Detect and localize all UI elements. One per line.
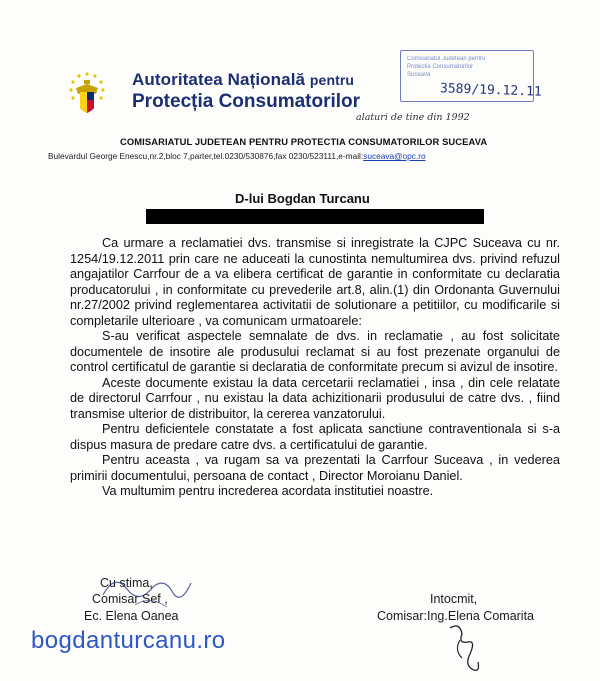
body-paragraph: Ca urmare a reclamatiei dvs. transmise si inregistrate la CJPC Suceava cu nr. 1254/19.12.2011 prin care ne aduceati la cunostinta nemultumirea dvs. privind refuzul angajatilor Carrfour de a va elibera certificat de garantie in conformitate cu declaratia producatorului , in conformitate cu prevederile art.8, alin.(1) din Ordonanta Guvernului nr.27/2002 privind reglementarea activitatii de solutionare a petitiilor, cu modificarile si completarile ulterioare , va comunicam urmatoarele:: [70, 236, 560, 328]
address-line: Bulevardul George Enescu,nr.2,bloc 7,parter,tel.0230/530876,fax 0230/523111,e-mail:suceava@opc.ro: [48, 151, 426, 161]
prepared-by-label: Intocmit,: [430, 592, 478, 606]
organization-name: COMISARIATUL JUDETEAN PENTRU PROTECTIA CONSUMATORILOR SUCEAVA: [120, 136, 488, 147]
authority-name-line2: Protecția Consumatorilor: [132, 91, 361, 112]
body-paragraph: Aceste documente existau la data cercetarii reclamatiei , insa , din cele relatate de directorul Carrfour , nu existau la data achizitionarii produsului de catre dvs. , fiind transmise ulterior de distribuitor, la cererea vanzatorului.: [70, 375, 560, 421]
recipient-name: D-lui Bogdan Turcanu: [235, 191, 370, 206]
signatory-title-left: Comisar Sef ,: [92, 592, 168, 606]
signatory-name-right: Comisar:Ing.Elena Comarita: [377, 609, 535, 623]
body-paragraph: Pentru aceasta , va rugam sa va prezentati la Carrfour Suceava , in vederea primirii documentului, persoana de contact , Director Moroianu Daniel.: [70, 453, 560, 483]
letter-body: [70, 236, 560, 500]
body-paragraph: Pentru deficientele constatate a fost aplicata sanctiune contraventionala si s-a dispus masura de predare catre dvs. a certificatului de garantie.: [70, 422, 560, 452]
handwritten-signature-right: [440, 620, 490, 675]
closing-greeting: Cu stima,: [100, 576, 153, 590]
coat-of-arms-logo: [62, 70, 112, 122]
body-paragraph: Va multumim pentru increderea acordata institutiei noastre.: [102, 484, 434, 498]
tagline: alaturi de tine din 1992: [356, 112, 470, 123]
signatory-name-left: Ec. Elena Oanea: [84, 609, 179, 623]
stamp-text: Comisariatul Judetean pentru Protectia Consumatorilor Suceava: [407, 56, 486, 78]
body-paragraph: S-au verificat aspectele semnalate de dvs. in reclamatie , au fost solicitate documentele de insotire ale produsului reclamat si au fost prezenate organului de control certificatul de garantie si declaratia de conformitate precum si avizul de insotire.: [70, 329, 560, 374]
redacted-address-bar: [146, 209, 484, 224]
email-link[interactable]: suceava@opc.ro: [363, 151, 426, 161]
watermark: bogdanturcanu.ro: [31, 627, 226, 654]
authority-name-line1: Autoritatea Națională pentru: [132, 70, 355, 89]
registration-number: 3589/19.12.11: [439, 81, 542, 100]
handwritten-signature-left: [95, 565, 205, 620]
